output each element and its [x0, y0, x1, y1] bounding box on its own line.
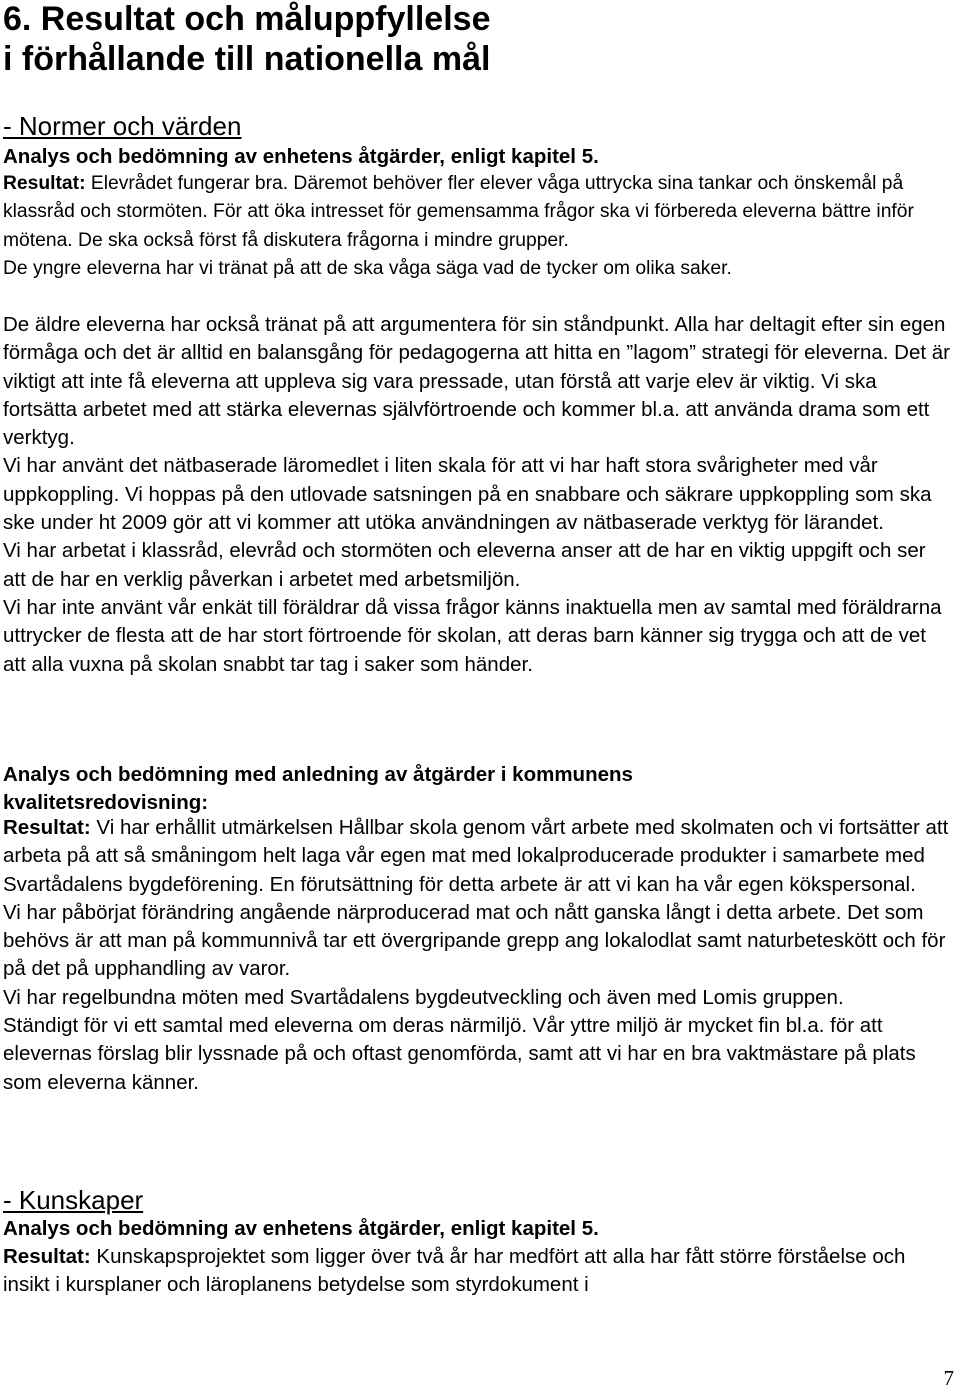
- page-title-line-2: i förhållande till nationella mål: [3, 40, 491, 78]
- paragraph: De äldre eleverna har också tränat på att argumentera för sin ståndpunkt. Alla har deltagit efter sin egen förmåga och det är alltid en balansgång för pedagogerna att hitta en ”lagom” strategi för eleverna. Det är viktigt att inte få eleverna att uppleva sig vara pressade, utan förstå att varje elev är viktig. Vi ska fortsätta arbetet med att stärka elevernas självförtroende och kommer bl.a. att använda drama som ett verktyg.: [3, 313, 950, 450]
- section-heading-normer: - Normer och värden: [3, 111, 242, 141]
- section-subtitle-normer: Analys och bedömning av enhetens åtgärder, enligt kapitel 5.: [3, 145, 599, 168]
- paragraph-text: Elevrådet fungerar bra. Däremot behöver fler elever våga uttrycka sina tankar och önskemål på klassråd och stormöten. För att öka intresset för gemensamma frågor ska vi förbereda eleverna bättre inför mötena. De ska också först få diskutera frågorna i mindre grupper.: [3, 173, 914, 251]
- page-title-line-1: 6. Resultat och måluppfyllelse: [3, 0, 491, 38]
- section-body-kunskaper: [3, 1243, 953, 1300]
- section-body-normer: [3, 170, 953, 283]
- section-subtitle-kunskaper: Analys och bedömning av enhetens åtgärder, enligt kapitel 5.: [3, 1217, 599, 1240]
- paragraph: Vi har arbetat i klassråd, elevråd och stormöten och eleverna anser att de har en viktig uppgift och ser att de har en verklig påverkan i arbetet med arbetsmiljön.: [3, 539, 926, 591]
- section-body-kommun: [3, 814, 953, 1097]
- result-label: Resultat:: [3, 173, 86, 194]
- paragraph: Ständigt för vi ett samtal med eleverna om deras närmiljö. Vår yttre miljö är mycket fin bl.a. för att elevernas förslag blir lyssnade på och oftast genomförda, samt att vi har en bra vaktmästare på plats som eleverna känner.: [3, 1014, 916, 1094]
- section-subtitle-kommun: Analys och bedömning med anledning av åtgärder i kommunens kvalitetsredovisning:: [3, 763, 633, 814]
- paragraph: [3, 814, 953, 899]
- paragraph: Vi har påbörjat förändring angående närproducerad mat och nått ganska långt i detta arbete. Det som behövs är att man på kommunnivå tar ett övergripande grepp ang lokalodlat samt naturbeteskött och för på det på upphandling av varor.: [3, 900, 946, 981]
- paragraph: De yngre eleverna har vi tränat på att de ska våga säga vad de tycker om olika saker.: [3, 257, 732, 279]
- section-heading-kunskaper: - Kunskaper: [3, 1185, 144, 1215]
- section-body-normer-cont: [3, 311, 953, 679]
- result-label: Resultat:: [3, 1245, 91, 1268]
- paragraph: [3, 170, 953, 255]
- paragraph-text: Vi har erhållit utmärkelsen Hållbar skola genom vårt arbete med skolmaten och vi fortsätter att arbeta på att så småningom helt laga vår egen mat med lokalproducerade produkter i samarbete med Svartådalens bygdeförening. En förutsättning för detta arbete är att vi kan ha vår egen kökspersonal.: [3, 816, 949, 896]
- paragraph: Vi har använt det nätbaserade läromedlet i liten skala för att vi har haft stora svårigheter med vår uppkoppling. Vi hoppas på den utlovade satsningen på en snabbare och säkrare uppkoppling som ska ske under ht 2009 gör att vi kommer att utöka användningen av nätbaserade verktyg för lärandet.: [3, 454, 932, 535]
- paragraph: Vi har inte använt vår enkät till föräldrar då vissa frågor känns inaktuella men av samtal med föräldrarna uttrycker de flesta att de har stort förtroende för skolan, att deras barn känner sig trygga och att de vet att alla vuxna på skolan snabbt tar tag i saker som händer.: [3, 595, 942, 676]
- paragraph: Vi har regelbundna möten med Svartådalens bygdeutveckling och även med Lomis gruppen.: [3, 985, 844, 1009]
- paragraph: [3, 1243, 953, 1300]
- paragraph-text: Kunskapsprojektet som ligger över två år har medfört att alla har fått större förståelse och insikt i kursplaner och läroplanens betydelse som styrdokument i: [3, 1245, 906, 1297]
- page-number: 7: [943, 1366, 954, 1390]
- result-label: Resultat:: [3, 816, 91, 839]
